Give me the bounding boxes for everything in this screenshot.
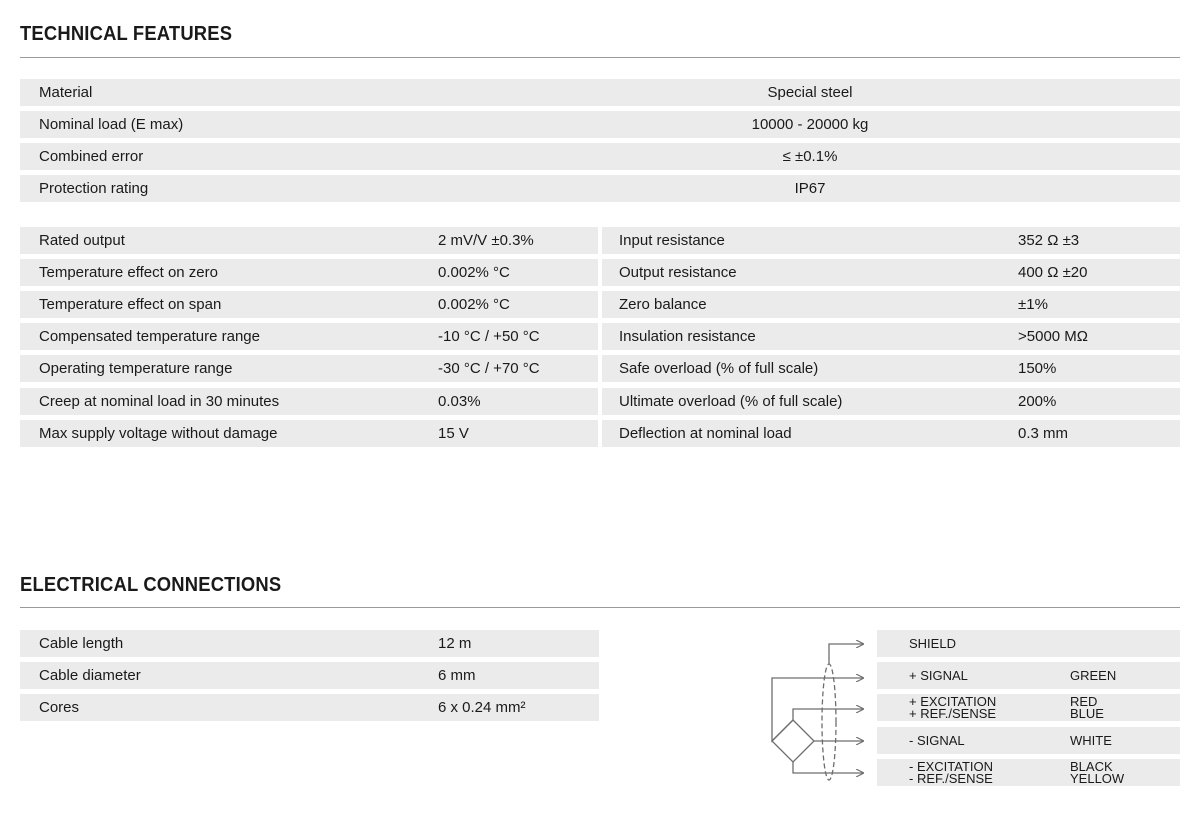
spec-value: 15 V	[438, 425, 469, 442]
spec-value: 2 mV/V ±0.3%	[438, 232, 534, 249]
wire-color-line: BLUE	[1070, 706, 1104, 721]
spec-row-insulation-resistance	[602, 323, 1180, 350]
wire-color-line: GREEN	[1070, 668, 1117, 683]
spec-label: Deflection at nominal load	[619, 425, 792, 442]
spec-label: Zero balance	[619, 296, 707, 313]
wire-signal-line: + EXCITATION	[909, 694, 997, 709]
spec-label: Cores	[39, 699, 80, 716]
technical-features-title: TECHNICAL FEATURES	[20, 23, 233, 45]
spec-label: Cable length	[39, 635, 124, 652]
spec-label: Creep at nominal load in 30 minutes	[39, 393, 280, 410]
spec-label: Operating temperature range	[39, 360, 233, 377]
wire-color-line: BLACK	[1070, 759, 1113, 774]
wiring-row-plus-excitation	[877, 694, 1180, 721]
wire-color-line: WHITE	[1070, 733, 1112, 748]
spec-label: Rated output	[39, 232, 125, 249]
spec-value: 10000 - 20000 kg	[751, 116, 869, 133]
minus-excitation-wire	[793, 762, 863, 773]
spec-label: Temperature effect on span	[39, 296, 222, 313]
spec-row-compensated-temp-range	[20, 323, 598, 350]
spec-value: 0.03%	[438, 393, 481, 410]
wheatstone-bridge-diagram	[765, 630, 877, 790]
wire-signal	[909, 638, 956, 650]
wiring-row-minus-signal	[877, 727, 1180, 754]
spec-value: IP67	[794, 180, 826, 197]
spec-row-combined-error	[20, 143, 1180, 170]
spec-row-zero-balance	[602, 291, 1180, 318]
spec-label: Temperature effect on zero	[39, 264, 218, 281]
wire-signal	[909, 670, 968, 682]
spec-row-material	[20, 79, 1180, 106]
spec-row-operating-temp-range	[20, 355, 598, 382]
spec-value: 6 mm	[438, 667, 476, 684]
spec-row-temp-effect-span	[20, 291, 598, 318]
spec-row-nominal-load	[20, 111, 1180, 138]
spec-value: 0.002% °C	[438, 296, 510, 313]
wire-signal-line: + REF./SENSE	[909, 706, 997, 721]
wire-signal	[909, 735, 965, 747]
cable-row-length	[20, 630, 599, 657]
spec-value: 0.002% °C	[438, 264, 510, 281]
plus-excitation-wire	[793, 709, 863, 720]
spec-row-safe-overload	[602, 355, 1180, 382]
spec-row-protection-rating	[20, 175, 1180, 202]
bridge-diamond	[772, 720, 814, 762]
wire-signal-line: - EXCITATION	[909, 759, 994, 774]
wire-signal-line: - REF./SENSE	[909, 771, 993, 786]
spec-label: Input resistance	[619, 232, 725, 249]
spec-label: Cable diameter	[39, 667, 141, 684]
spec-value: 0.3 mm	[1018, 425, 1069, 442]
spec-value: ≤ ±0.1%	[782, 148, 838, 165]
wire-signal	[909, 696, 996, 720]
spec-value: 400 Ω ±20	[1018, 264, 1088, 281]
spec-value: ±1%	[1018, 296, 1048, 313]
wiring-row-minus-excitation	[877, 759, 1180, 786]
spec-label: Compensated temperature range	[39, 328, 260, 345]
spec-value: 352 Ω ±3	[1018, 232, 1080, 249]
technical-features-divider	[20, 57, 1180, 58]
spec-label: Output resistance	[619, 264, 737, 281]
spec-label: Safe overload (% of full scale)	[619, 360, 819, 377]
spec-row-rated-output	[20, 227, 598, 254]
wiring-row-shield	[877, 630, 1180, 657]
spec-label: Ultimate overload (% of full scale)	[619, 393, 843, 410]
wire-color-line: YELLOW	[1070, 771, 1125, 786]
wiring-row-plus-signal	[877, 662, 1180, 689]
spec-row-max-supply-voltage	[20, 420, 598, 447]
cable-row-cores	[20, 694, 599, 721]
wire-signal-line: + SIGNAL	[909, 668, 968, 683]
wire-color	[1070, 696, 1104, 720]
spec-value: 150%	[1018, 360, 1057, 377]
spec-row-output-resistance	[602, 259, 1180, 286]
spec-row-temp-effect-zero	[20, 259, 598, 286]
spec-label: Material	[39, 84, 93, 101]
spec-label: Protection rating	[39, 180, 149, 197]
spec-row-ultimate-overload	[602, 388, 1180, 415]
spec-value: >5000 MΩ	[1018, 328, 1089, 345]
cable-sheath	[822, 664, 836, 780]
shield-wire	[829, 644, 863, 664]
spec-row-creep	[20, 388, 598, 415]
spec-label: Insulation resistance	[619, 328, 756, 345]
spec-value: Special steel	[767, 84, 853, 101]
spec-label: Nominal load (E max)	[39, 116, 184, 133]
wire-signal-line: - SIGNAL	[909, 733, 965, 748]
spec-value: 6 x 0.24 mm²	[438, 699, 526, 716]
cable-row-diameter	[20, 662, 599, 689]
spec-value: -10 °C / +50 °C	[438, 328, 540, 345]
wire-signal-line: SHIELD	[909, 636, 956, 651]
electrical-connections-title: ELECTRICAL CONNECTIONS	[20, 574, 282, 596]
spec-value: -30 °C / +70 °C	[438, 360, 540, 377]
spec-label: Max supply voltage without damage	[39, 425, 278, 442]
electrical-connections-divider	[20, 607, 1180, 608]
spec-label: Combined error	[39, 148, 144, 165]
spec-value: 200%	[1018, 393, 1057, 410]
wire-signal	[909, 761, 993, 785]
wire-color	[1070, 670, 1116, 682]
wire-color-line: RED	[1070, 694, 1098, 709]
spec-row-deflection	[602, 420, 1180, 447]
spec-row-input-resistance	[602, 227, 1180, 254]
wire-color	[1070, 761, 1124, 785]
spec-value: 12 m	[438, 635, 472, 652]
wire-color	[1070, 735, 1112, 747]
